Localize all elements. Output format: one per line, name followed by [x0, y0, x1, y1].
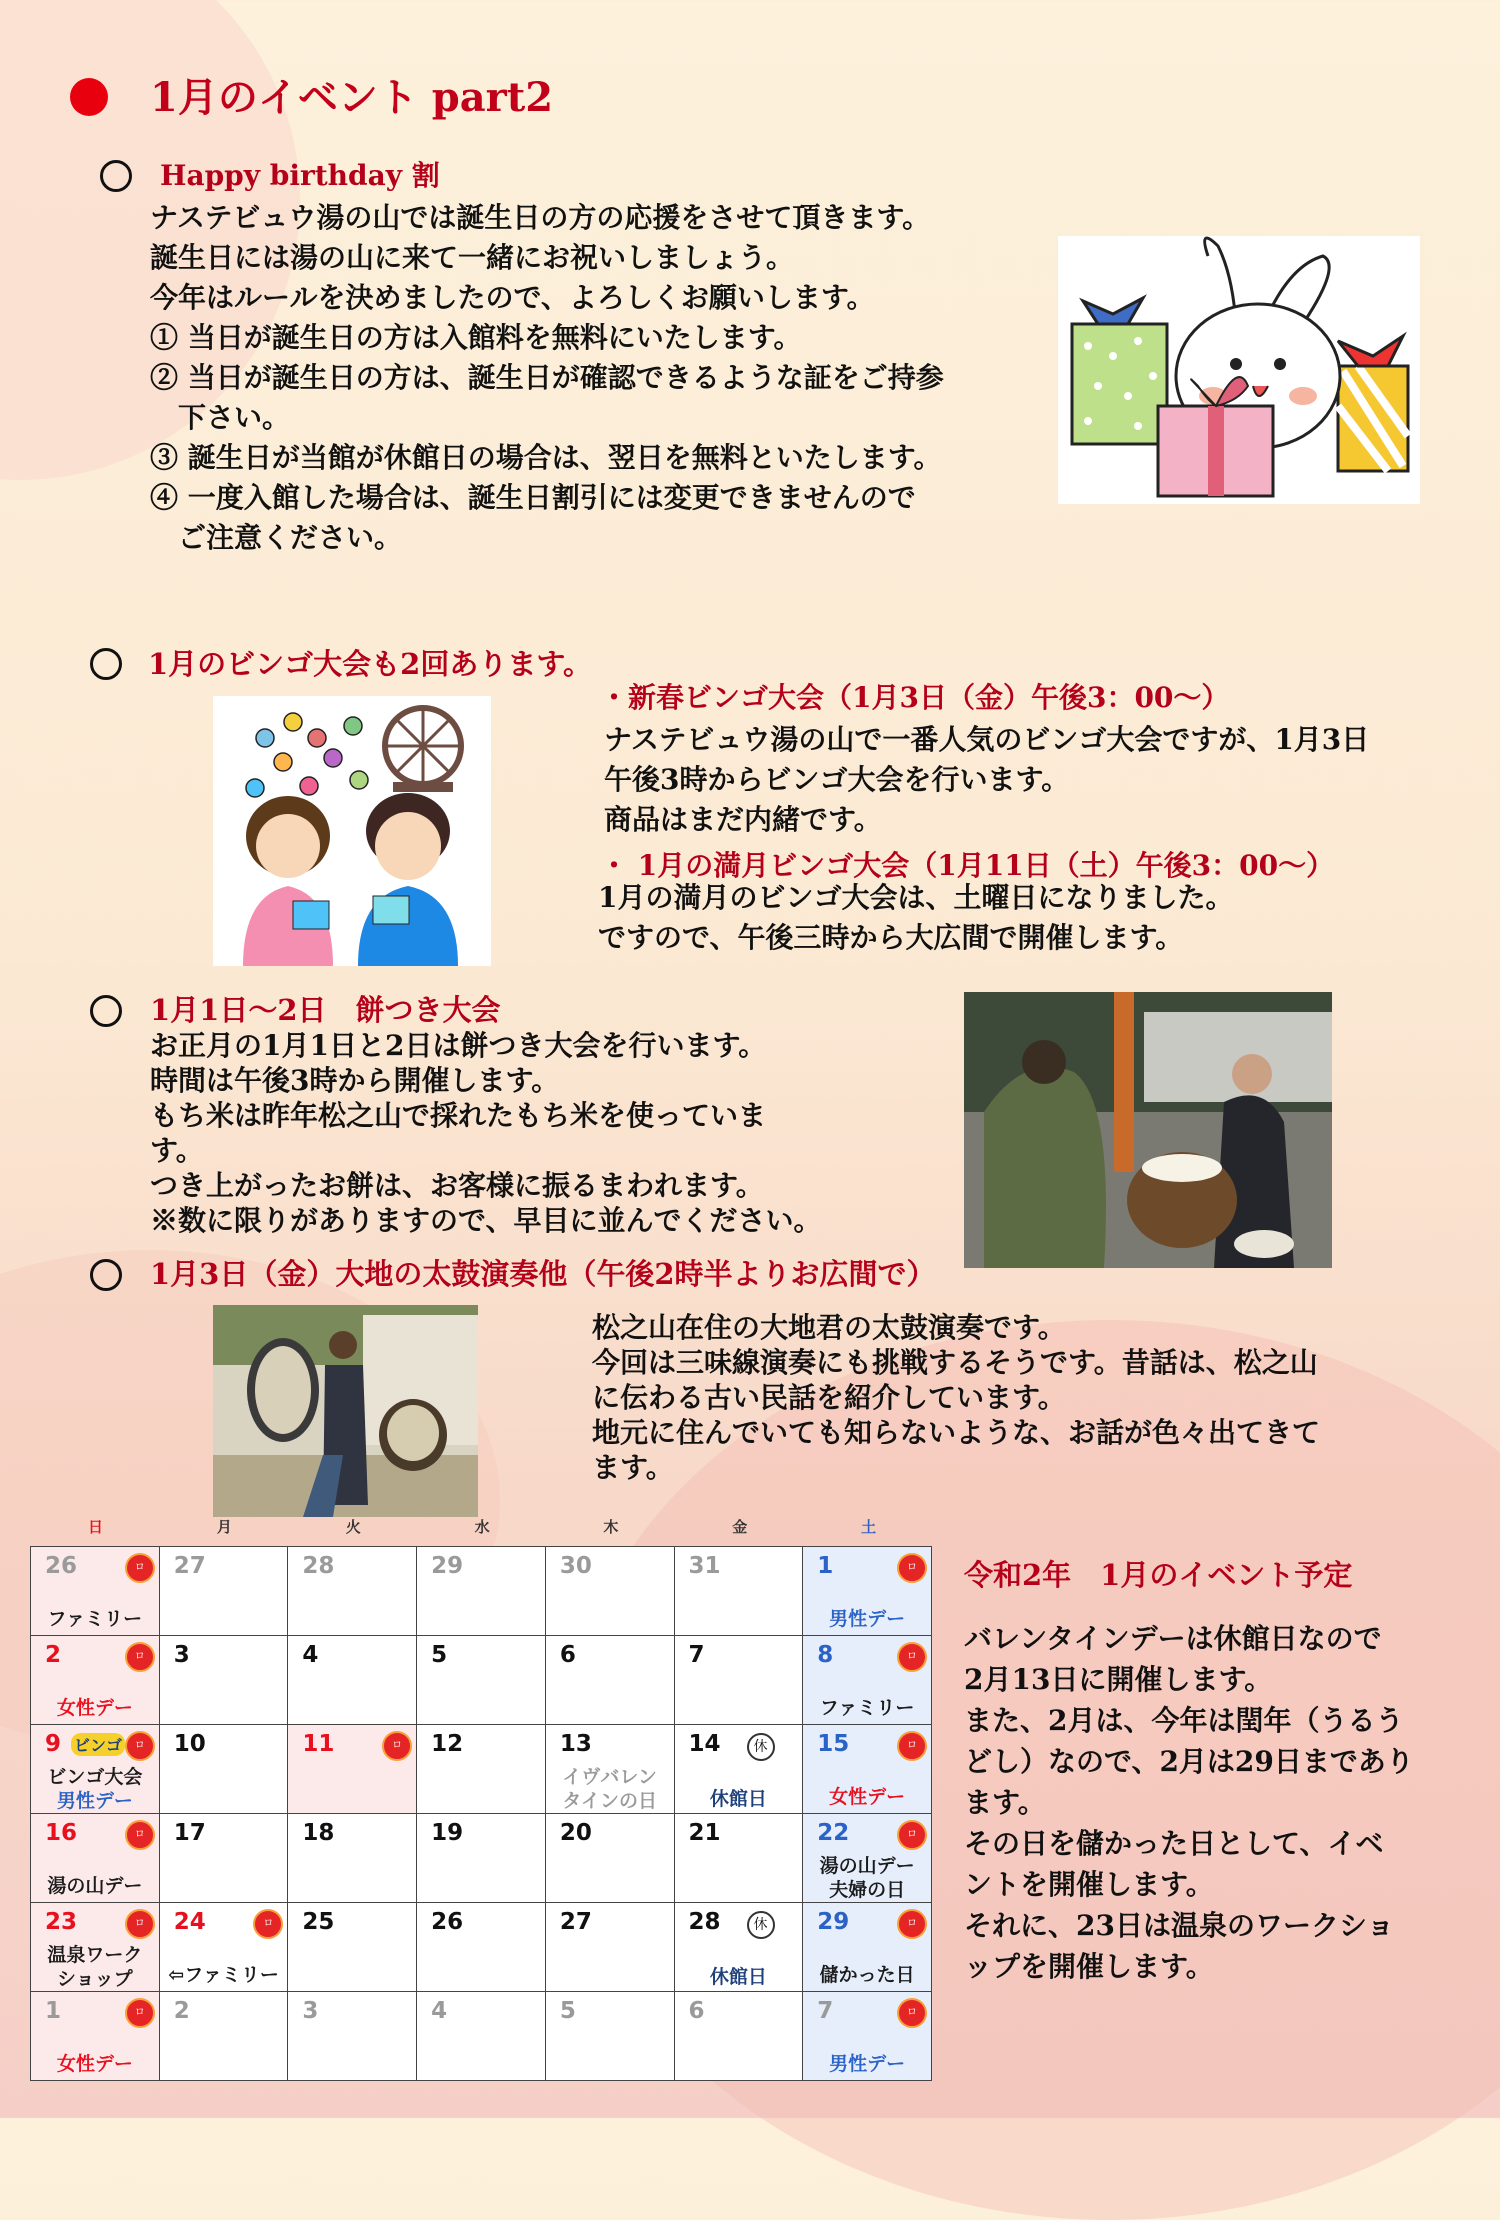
- calendar-day-cell[interactable]: [545, 1814, 674, 1903]
- calendar-day-cell[interactable]: [288, 1636, 417, 1725]
- day-number: 2: [173, 1998, 190, 2024]
- calendar-day-cell[interactable]: [31, 1725, 160, 1814]
- page-title: 1月のイベント part2: [150, 74, 554, 121]
- calendar-day-cell[interactable]: [674, 1903, 803, 1992]
- day-number: 15: [817, 1731, 850, 1757]
- calendar-day-cell[interactable]: [288, 1814, 417, 1903]
- birthday-line: ④ 一度入館した場合は、誕生日割引には変更できませんので: [150, 481, 916, 514]
- taiko-heading: 1月3日（金）大地の太鼓演奏他（午後2時半よりお広間で）: [150, 1257, 936, 1291]
- day-note: 湯の山デー: [47, 1875, 143, 1897]
- calendar-day-cell[interactable]: [288, 1725, 417, 1814]
- bath-coin-icon: ロ: [897, 1998, 927, 2028]
- day-number: 28: [688, 1909, 721, 1935]
- bingo-kids-icon: [213, 696, 491, 966]
- day-number: 4: [302, 1642, 319, 1668]
- day-number: 11: [302, 1731, 335, 1757]
- calendar-day-cell[interactable]: [803, 1547, 932, 1636]
- day-note: ⇦ファミリー: [168, 1964, 279, 1986]
- day-number: 21: [688, 1820, 721, 1846]
- calendar-day-cell[interactable]: [417, 1547, 546, 1636]
- day-number: 10: [173, 1731, 206, 1757]
- calendar-day-cell[interactable]: [31, 1547, 160, 1636]
- schedule-line: ントを開催します。: [964, 1868, 1214, 1901]
- day-number: 25: [302, 1909, 335, 1935]
- day-number: 26: [431, 1909, 464, 1935]
- day-number: 14: [688, 1731, 721, 1757]
- taiko-line: ます。: [592, 1451, 674, 1484]
- day-note: 男性デー: [56, 1790, 133, 1812]
- day-note: ショップ: [57, 1968, 133, 1990]
- birthday-line: ② 当日が誕生日の方は、誕生日が確認できるような証をご持参: [150, 361, 944, 394]
- bingo-text-1: [604, 720, 1369, 840]
- weekday-label: 水: [474, 1518, 490, 1536]
- calendar-day-cell[interactable]: [545, 1636, 674, 1725]
- bingo-line: ナステビュウ湯の山で一番人気のビンゴ大会ですが、1月3日: [604, 723, 1370, 756]
- mochi-line: ※数に限りがありますので、早目に並んでください。: [150, 1204, 822, 1237]
- calendar-table: [30, 1546, 932, 2081]
- calendar-day-cell[interactable]: [288, 1547, 417, 1636]
- day-note: 夫婦の日: [829, 1879, 906, 1901]
- mochi-line: つき上がったお餅は、お客様に振るまわれます。: [150, 1169, 764, 1202]
- day-number: 26: [45, 1553, 78, 1579]
- bath-coin-icon: ロ: [897, 1820, 927, 1850]
- day-note: ファミリー: [47, 1608, 143, 1630]
- calendar-day-cell[interactable]: [803, 1814, 932, 1903]
- schedule-line: ます。: [964, 1786, 1046, 1819]
- mochi-pounding-photo-icon: [964, 992, 1332, 1268]
- calendar-day-cell[interactable]: [417, 1636, 546, 1725]
- day-number: 22: [817, 1820, 850, 1846]
- bath-coin-icon: ロ: [125, 1820, 155, 1850]
- calendar-day-cell[interactable]: [31, 1903, 160, 1992]
- day-number: 1: [817, 1553, 834, 1579]
- day-note: 休館日: [709, 1788, 767, 1810]
- day-number: 5: [431, 1642, 448, 1668]
- day-number: 27: [559, 1909, 592, 1935]
- day-note: 女性デー: [56, 2053, 133, 2075]
- bingo-subheading-1: ・新春ビンゴ大会（1月3日（金）午後3：00～）: [600, 681, 1230, 714]
- day-number: 29: [817, 1909, 850, 1935]
- schedule-line: どし）なので、2月は29日まであり: [964, 1745, 1414, 1778]
- bath-coin-icon: ロ: [382, 1731, 412, 1761]
- weekday-label: 木: [603, 1518, 619, 1536]
- bath-coin-icon: ロ: [125, 1731, 155, 1761]
- calendar-day-cell[interactable]: [159, 1547, 288, 1636]
- birthday-illustration: [1058, 236, 1420, 504]
- day-note: ファミリー: [819, 1697, 915, 1719]
- calendar-day-cell[interactable]: [159, 1636, 288, 1725]
- calendar-day-cell[interactable]: [674, 1636, 803, 1725]
- bath-coin-icon: ロ: [253, 1909, 283, 1939]
- day-number: 7: [688, 1642, 705, 1668]
- calendar-day-cell[interactable]: [417, 1903, 546, 1992]
- day-number: 7: [817, 1998, 834, 2024]
- taiko-line: 地元に住んでいても知らないような、お話が色々出てきて: [592, 1416, 1321, 1449]
- day-note: 男性デー: [829, 1608, 906, 1630]
- rabbit-gift-icon: [1058, 236, 1420, 504]
- closed-mark-icon: 休: [747, 1911, 775, 1939]
- section-circle-icon: [100, 160, 132, 192]
- title-bullet-icon: [70, 78, 108, 116]
- schedule-line: その日を儲かった日として、イベ: [964, 1827, 1384, 1860]
- weekday-label: 月: [216, 1518, 232, 1536]
- calendar-day-cell[interactable]: [545, 1725, 674, 1814]
- day-note: 温泉ワーク: [47, 1944, 143, 1966]
- calendar-day-cell[interactable]: [31, 1814, 160, 1903]
- day-note: 女性デー: [56, 1697, 133, 1719]
- day-number: 27: [173, 1553, 206, 1579]
- birthday-line: 誕生日には湯の山に来て一緒にお祝いしましょう。: [150, 241, 795, 274]
- day-number: 3: [173, 1642, 190, 1668]
- mochi-heading: 1月1日～2日 餅つき大会: [150, 993, 501, 1027]
- day-number: 16: [45, 1820, 78, 1846]
- day-note: ビンゴ大会: [47, 1766, 143, 1788]
- section-circle-icon: [90, 995, 122, 1027]
- day-number: 2: [45, 1642, 62, 1668]
- day-number: 29: [431, 1553, 464, 1579]
- bingo-heading: 1月のビンゴ大会も2回あります。: [148, 647, 593, 681]
- day-number: 18: [302, 1820, 335, 1846]
- calendar-day-cell[interactable]: [803, 1903, 932, 1992]
- birthday-text: [150, 198, 944, 558]
- calendar-day-cell[interactable]: [674, 1725, 803, 1814]
- taiko-drum-photo-icon: [213, 1305, 478, 1517]
- birthday-line: ③ 誕生日が当館が休館日の場合は、翌日を無料といたします。: [150, 441, 942, 474]
- section-circle-icon: [90, 1259, 122, 1291]
- taiko-line: に伝わる古い民話を紹介しています。: [592, 1381, 1066, 1414]
- day-number: 24: [173, 1909, 206, 1935]
- calendar-day-cell[interactable]: [545, 1547, 674, 1636]
- day-number: 31: [688, 1553, 721, 1579]
- calendar-day-cell[interactable]: [288, 1992, 417, 2081]
- section-circle-icon: [90, 648, 122, 680]
- bingo-line: ですので、午後三時から大広間で開催します。: [598, 921, 1184, 954]
- weekday-label: 火: [345, 1518, 361, 1536]
- mochi-photo: [964, 992, 1332, 1268]
- day-number: 3: [302, 1998, 319, 2024]
- day-number: 19: [431, 1820, 464, 1846]
- bath-coin-icon: ロ: [125, 1998, 155, 2028]
- calendar-day-cell[interactable]: [803, 1992, 932, 2081]
- birthday-line: ご注意ください。: [150, 521, 403, 554]
- calendar-day-cell[interactable]: [159, 1814, 288, 1903]
- bath-coin-icon: ロ: [125, 1553, 155, 1583]
- birthday-line: ナステビュウ湯の山では誕生日の方の応援をさせて頂きます。: [150, 201, 931, 234]
- mochi-line: す。: [150, 1134, 204, 1167]
- calendar-day-cell[interactable]: [674, 1814, 803, 1903]
- calendar-day-cell[interactable]: [417, 1992, 546, 2081]
- bath-coin-icon: ロ: [897, 1909, 927, 1939]
- schedule-line: ップを開催します。: [964, 1950, 1214, 1983]
- day-note: 湯の山デー: [819, 1855, 915, 1877]
- weekday-label: 土: [861, 1518, 877, 1536]
- day-number: 28: [302, 1553, 335, 1579]
- calendar-day-cell[interactable]: [674, 1547, 803, 1636]
- bingo-badge: ビンゴ: [71, 1733, 125, 1756]
- day-number: 17: [173, 1820, 206, 1846]
- birthday-line: ① 当日が誕生日の方は入館料を無料にいたします。: [150, 321, 802, 354]
- bath-coin-icon: ロ: [897, 1642, 927, 1672]
- weekday-label: 日: [88, 1518, 104, 1536]
- schedule-text: [964, 1618, 1414, 1987]
- taiko-line: 松之山在住の大地君の太鼓演奏です。: [592, 1311, 1066, 1344]
- weekday-label: 金: [732, 1518, 748, 1536]
- bath-coin-icon: ロ: [897, 1731, 927, 1761]
- schedule-heading: 令和2年 1月のイベント予定: [964, 1558, 1353, 1592]
- calendar-day-cell[interactable]: [545, 1903, 674, 1992]
- schedule-line: 2月13日に開催します。: [964, 1663, 1273, 1696]
- day-note: タインの日: [562, 1790, 657, 1812]
- birthday-heading: Happy birthday 割: [160, 159, 440, 192]
- calendar-day-cell[interactable]: [159, 1725, 288, 1814]
- day-number: 20: [559, 1820, 592, 1846]
- day-number: 9: [45, 1731, 62, 1757]
- mochi-line: もち米は昨年松之山で採れたもち米を使っていま: [150, 1099, 767, 1132]
- schedule-line: それに、23日は温泉のワークショ: [964, 1909, 1395, 1942]
- birthday-line: 下さい。: [150, 401, 291, 434]
- calendar-day-cell[interactable]: [417, 1725, 546, 1814]
- day-number: 1: [45, 1998, 62, 2024]
- day-number: 6: [559, 1642, 576, 1668]
- day-number: 5: [559, 1998, 576, 2024]
- bingo-line: 商品はまだ内緒です。: [604, 803, 882, 836]
- bingo-text-2: [598, 878, 1234, 958]
- bath-coin-icon: ロ: [125, 1909, 155, 1939]
- mochi-text: [150, 1028, 821, 1238]
- day-number: 30: [559, 1553, 592, 1579]
- calendar-day-cell[interactable]: [159, 1992, 288, 2081]
- day-number: 13: [559, 1731, 592, 1757]
- bingo-subheading-2: ・ 1月の満月ビンゴ大会（1月11日（土）午後3：00～）: [600, 849, 1335, 882]
- calendar-day-cell[interactable]: [288, 1903, 417, 1992]
- birthday-line: 今年はルールを決めましたので、よろしくお願いします。: [150, 281, 875, 314]
- day-note: 男性デー: [829, 2053, 906, 2075]
- day-note: 女性デー: [829, 1786, 906, 1808]
- mochi-line: お正月の1月1日と2日は餅つき大会を行います。: [150, 1029, 767, 1062]
- day-note: イヴバレン: [562, 1766, 657, 1788]
- calendar-day-cell[interactable]: [545, 1992, 674, 2081]
- calendar-day-cell[interactable]: [674, 1992, 803, 2081]
- taiko-line: 今回は三味線演奏にも挑戦するそうです。昔話は、松之山: [592, 1346, 1318, 1379]
- bath-coin-icon: ロ: [125, 1642, 155, 1672]
- day-number: 8: [817, 1642, 834, 1668]
- day-number: 12: [431, 1731, 464, 1757]
- calendar-day-cell[interactable]: [31, 1992, 160, 2081]
- closed-mark-icon: 休: [747, 1733, 775, 1761]
- bingo-line: 午後3時からビンゴ大会を行います。: [604, 763, 1070, 796]
- calendar-day-cell[interactable]: [417, 1814, 546, 1903]
- day-number: 4: [431, 1998, 448, 2024]
- day-note: 儲かった日: [819, 1964, 915, 1986]
- taiko-text: [592, 1310, 1320, 1485]
- day-number: 23: [45, 1909, 78, 1935]
- mochi-line: 時間は午後3時から開催します。: [150, 1064, 560, 1097]
- taiko-photo: [213, 1305, 478, 1517]
- calendar-day-cell[interactable]: [803, 1725, 932, 1814]
- day-note: 休館日: [709, 1966, 767, 1988]
- calendar-day-cell[interactable]: [31, 1636, 160, 1725]
- calendar-day-cell[interactable]: [159, 1903, 288, 1992]
- day-number: 6: [688, 1998, 705, 2024]
- bingo-line: 1月の満月のビンゴ大会は、土曜日になりました。: [598, 881, 1234, 914]
- schedule-line: バレンタインデーは休館日なので: [964, 1622, 1382, 1655]
- schedule-line: また、2月は、今年は閏年（うるう: [964, 1704, 1404, 1737]
- calendar-day-cell[interactable]: [803, 1636, 932, 1725]
- bingo-illustration: [213, 696, 491, 966]
- bath-coin-icon: ロ: [897, 1553, 927, 1583]
